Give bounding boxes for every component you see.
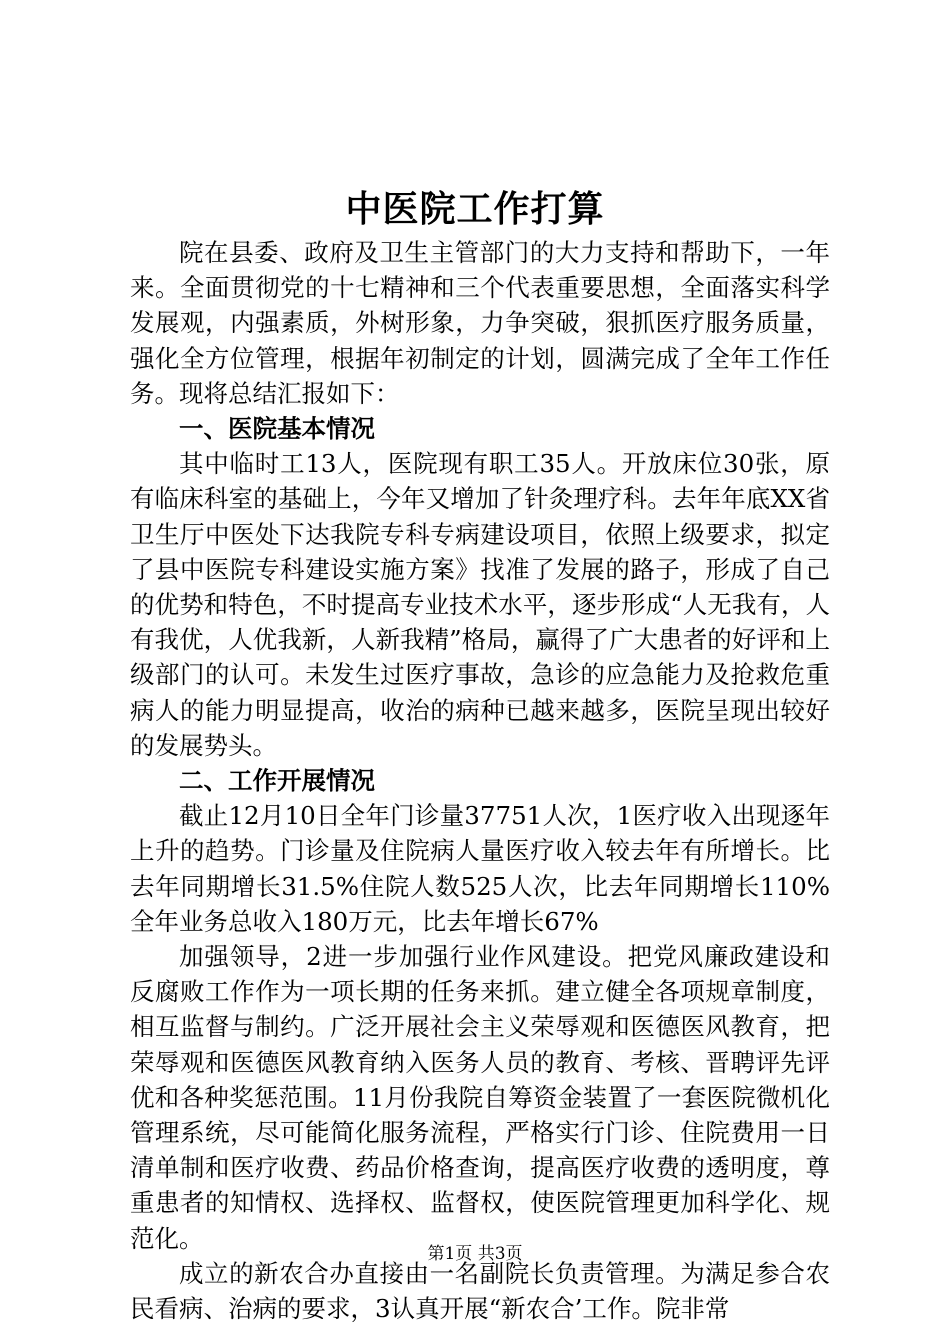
work-stats-paragraph: 截止12月10日全年门诊量37751人次，1医疗收入出现逐年上升的趋势。门诊量及住院病人量医疗收入较去年有所增长。比去年同期增长31.5%住院人数525人次，比去年同期增长110%全年业务总收入180万元，比去年增长67% (130, 801, 830, 936)
intro-paragraph: 院在县委、政府及卫生主管部门的大力支持和帮助下，一年来。全面贯彻党的十七精神和三个代表重要思想，全面落实科学发展观，内强素质，外树形象，力争突破，狠抓医疗服务质量，强化全方位管理，根据年初制定的计划，圆满完成了全年工作任务。现将总结汇报如下： (130, 238, 830, 408)
section-heading-basic-info: 一、医院基本情况 (179, 414, 375, 444)
rural-coop-paragraph: 成立的新农合办直接由一名副院长负责管理。为满足参合农民看病、治病的要求，3认真开展“新农合’工作。院非常 (130, 1258, 830, 1324)
page-number-footer: 第1页 共3页 (427, 1244, 523, 1264)
leadership-paragraph: 加强领导，2进一步加强行业作风建设。把党风廉政建设和反腐败工作作为一项长期的任务来抓。建立健全各项规章制度，相互监督与制约。广泛开展社会主义荣辱观和医德医风教育，把荣辱观和医德医风教育纳入医务人员的教育、考核、晋聘评先评优和各种奖惩范围。11月份我院自筹资金装置了一套医院微机化管理系统，尽可能简化服务流程，严格实行门诊、住院费用一日清单制和医疗收费、药品价格查询，提高医疗收费的透明度，尊重患者的知情权、选择权、监督权，使医院管理更加科学化、规范化。 (130, 942, 830, 1253)
basic-info-paragraph: 其中临时工13人，医院现有职工35人。开放床位30张，原有临床科室的基础上，今年又增加了针灸理疗科。去年年底XX省卫生厅中医处下达我院专科专病建设项目，依照上级要求，拟定了县中医院专科建设实施方案》找准了发展的路子，形成了自己的优势和特色，不时提高专业技术水平，逐步形成“人无我有，人有我优，人优我新，人新我精”格局，赢得了广大患者的好评和上级部门的认可。未发生过医疗事故，急诊的应急能力及抢救危重病人的能力明显提高，收治的病种已越来越多，医院呈现出较好的发展势头。 (130, 449, 830, 760)
document-body (130, 235, 830, 1326)
document-title: 中医院工作打算 (345, 188, 605, 230)
section-heading-work-progress: 二、工作开展情况 (179, 766, 375, 796)
